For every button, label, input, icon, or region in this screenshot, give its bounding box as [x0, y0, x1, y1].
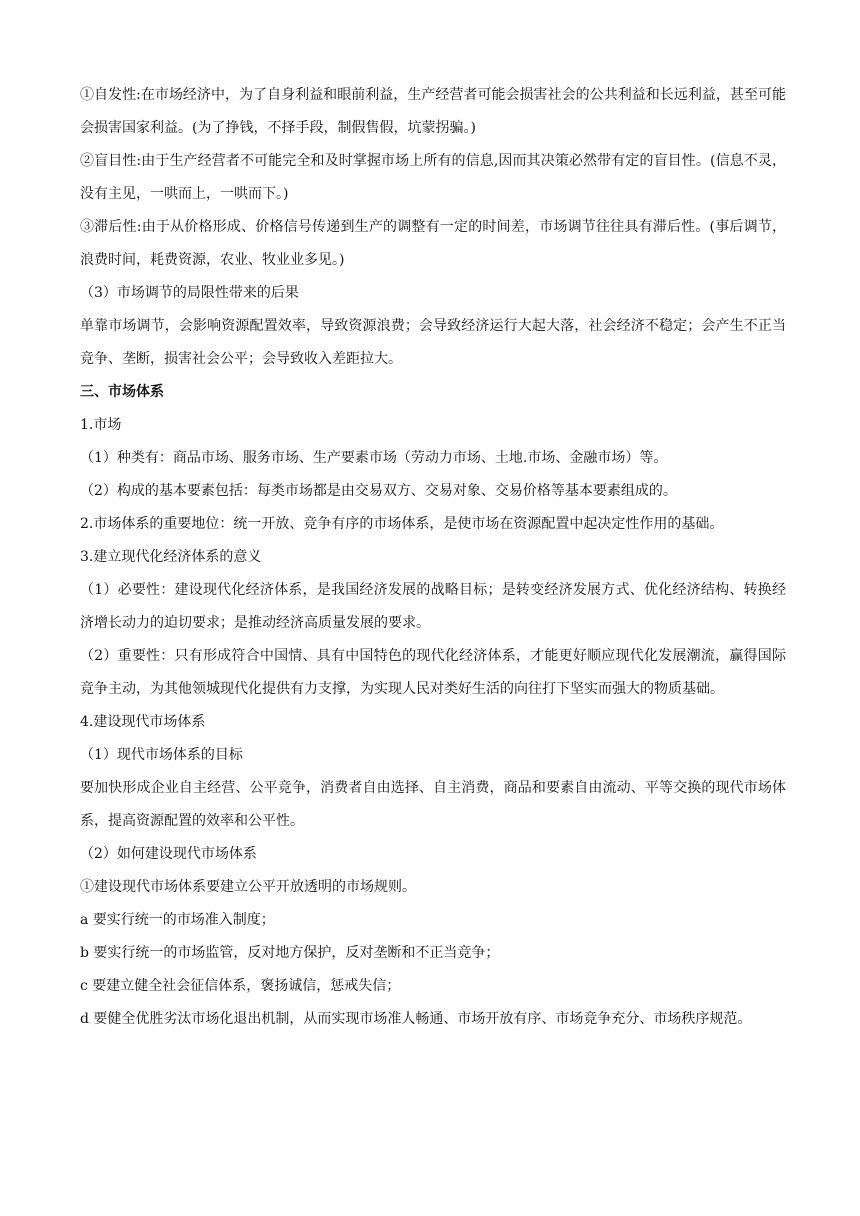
document-page [80, 79, 786, 1036]
section-heading-market-system: 三、市场体系 [80, 384, 164, 400]
paragraph-spontaneity: ①自发性:在市场经济中，为了自身利益和眼前利益，生产经营者可能会损害社会的公共利益和长远利益，甚至可能会损害国家利益。(为了挣钱，不择手段，制假售假，坑蒙拐骗。) [80, 87, 786, 136]
heading-build-modern-market: 4.建设现代市场体系 [80, 714, 206, 730]
heading-modern-economy-significance: 3.建立现代化经济体系的意义 [80, 549, 262, 565]
paragraph-lag: ③滞后性:由于从价格形成、价格信号传递到生产的调整有一定的时间差，市场调节往往具有滞后性。(事后调节，浪费时间，耗费资源，农业、牧业业多见。) [80, 219, 786, 268]
subheading-consequences: （3）市场调节的局限性带来的后果 [80, 285, 299, 301]
list-item-b: b 要实行统一的市场监管，反对地方保护，反对垄断和不正当竞争； [80, 945, 500, 961]
paragraph-consequences: 单靠市场调节，会影响资源配置效率，导致资源浪费；会导致经济运行大起大落，社会经济不稳定；会产生不正当竞争、垄断，损害社会公平；会导致收入差距拉大。 [80, 318, 786, 367]
paragraph-blindness: ②盲目性:由于生产经营者不可能完全和及时掌握市场上所有的信息,因而其决策必然带有定的盲目性。(信息不灵，没有主见，一哄而上，一哄而下。) [80, 153, 786, 202]
subheading-market-goal: （1）现代市场体系的目标 [80, 747, 243, 763]
list-item-d: d 要健全优胜劣汰市场化退出机制，从而实现市场准人畅通、市场开放有序、市场竞争充分、市场秩序规范。 [80, 1011, 752, 1027]
subheading-how-to-build: （2）如何建设现代市场体系 [80, 846, 257, 862]
heading-market: 1.市场 [80, 417, 122, 433]
paragraph-necessity: （1）必要性：建设现代化经济体系，是我国经济发展的战略目标；是转变经济发展方式、优化经济结构、转换经济增长动力的迫切要求；是推动经济高质量发展的要求。 [80, 582, 786, 631]
list-item-a: a 要实行统一的市场准入制度； [80, 912, 275, 928]
paragraph-market-elements: （2）构成的基本要素包括：每类市场都是由交易双方、交易对象、交易价格等基本要素组成的。 [80, 483, 677, 499]
paragraph-market-goal: 要加快形成企业自主经营、公平竞争，消费者自由选择、自主消费，商品和要素自由流动、平等交换的现代市场体系，提高资源配置的效率和公平性。 [80, 780, 786, 829]
paragraph-market-system-status: 2.市场体系的重要地位：统一开放、竞争有序的市场体系，是使市场在资源配置中起决定性作用的基础。 [80, 516, 724, 532]
paragraph-importance: （2）重要性：只有形成符合中国情、具有中国特色的现代化经济体系，才能更好顺应现代化发展潮流，赢得国际竞争主动，为其他领城现代化提供有力支撑，为实现人民对类好生活的向往打下坚实而强大的物质基础。 [80, 648, 786, 697]
paragraph-rules: ①建设现代市场体系要建立公平开放透明的市场规则。 [80, 879, 416, 895]
list-item-c: c 要建立健全社会征信体系，褒扬诚信，惩戒失信； [80, 978, 401, 994]
paragraph-market-types: （1）种类有：商品市场、服务市场、生产要素市场（劳动力市场、土地.市场、金融市场）等。 [80, 450, 668, 466]
